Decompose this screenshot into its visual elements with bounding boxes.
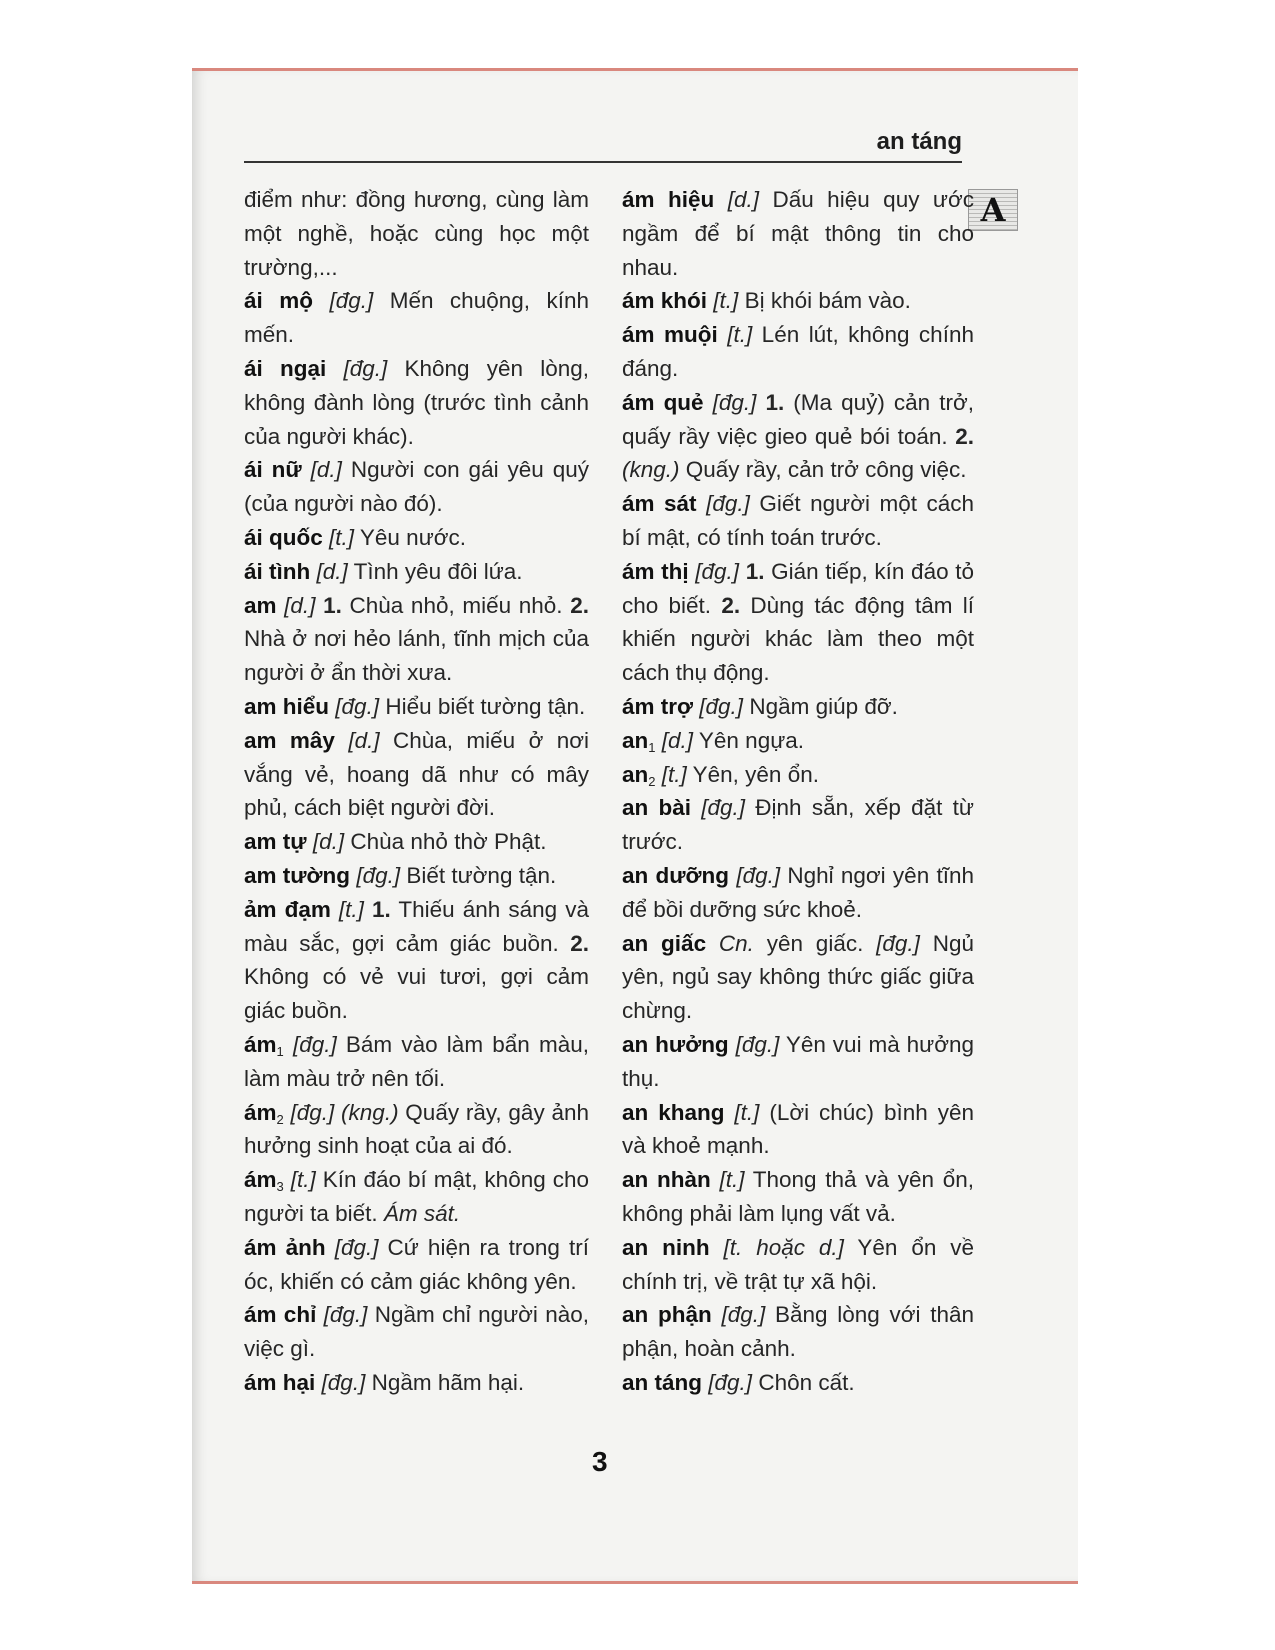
definition-text: Yên ổn về chính trị, về trật tự xã hội. [622,1234,975,1294]
dictionary-entry [244,1298,589,1366]
sense-number: 1. [371,896,391,922]
definition-text: Dùng tác động tâm lí khiến người khác làm theo một cách thụ động. [622,592,974,686]
dictionary-entry [622,1096,974,1164]
dictionary-entry [244,859,589,893]
definition-text: Dấu hiệu quy ước ngầm để bí mật thông tin cho nhau. [622,187,974,280]
definition-text [718,322,727,347]
dictionary-entry [244,825,589,859]
headword: ám [244,1099,277,1125]
grammar-tag: [d.] [727,187,759,212]
dictionary-entry [244,1028,589,1096]
headword: ám hại [244,1369,316,1395]
headword: am mây [244,727,335,753]
dictionary-entry [244,555,589,589]
dictionary-entry [622,183,974,284]
definition-text: Chôn cất. [752,1369,855,1395]
definition-text: Tình yêu đôi lứa. [347,558,523,584]
grammar-tag: [t.] [713,288,739,314]
dictionary-entry [622,555,974,690]
headword: an giấc [622,930,707,956]
headword: an táng [622,1369,703,1395]
dictionary-entry [622,1028,974,1096]
grammar-tag: [đg.] [334,1234,379,1260]
definition-text [714,187,727,212]
definition-text [284,1100,291,1125]
definition-text: Biết tường tận. [400,862,557,888]
headword: ám thị [622,558,689,584]
grammar-tag: [đg.] [706,491,750,517]
definition-text [302,457,311,482]
grammar-tag: [d.] [348,727,380,753]
grammar-tag: [đg.] [335,693,380,719]
right-column [622,183,974,1400]
grammar-tag: (kng.) [622,457,680,483]
definition-text: Định sẵn, xếp đặt từ trước. [622,795,974,855]
grammar-tag: [đg.] [329,288,374,314]
headword: ái tình [244,558,311,584]
grammar-tag: [đg.] [876,930,920,956]
headword: ám [244,1031,277,1057]
dictionary-page [192,68,1078,1584]
dictionary-entry [622,487,974,555]
dictionary-entry [244,1231,589,1299]
dictionary-entry [622,1231,974,1299]
definition-text [706,931,719,956]
dictionary-entry [244,521,589,555]
grammar-tag: [đg.] (kng.) [290,1099,399,1125]
running-head: an táng [876,128,962,155]
definition-text: Nhà ở nơi hẻo lánh, tĩnh mịch của người ở ẩn thời xưa. [244,626,589,686]
grammar-tag: [t.] [290,1167,316,1193]
headword: ám quẻ [622,389,704,415]
definition-text: Yên vui mà hưởng thụ. [622,1031,974,1091]
definition-text: Ngủ yên, ngủ say không thức giấc giữa chừng. [622,930,975,1024]
definition-text [364,897,372,922]
headword: an dưỡng [622,862,730,888]
definition-text: Yên, yên ổn. [686,761,819,787]
sense-number: 2. [570,592,589,618]
headword: ái quốc [244,524,323,550]
dictionary-entry [244,893,589,1028]
sense-number: 1. [765,389,785,415]
definition-text: Cứ hiện ra trong trí óc, khiến có cảm giác không yên. [244,1234,589,1294]
definition-text [313,288,329,313]
definition-text [691,795,701,820]
dictionary-entry [622,284,974,318]
definition-text: Mến chuộng, kính mến. [244,288,589,348]
grammar-tag: [đg.] [736,862,781,888]
dictionary-entry [622,386,974,487]
headword: ám chỉ [244,1302,317,1328]
dictionary-entry [622,1298,974,1366]
headword: an hưởng [622,1031,729,1057]
grammar-tag: [đg.] [343,355,388,381]
dictionary-entry [622,318,974,386]
definition-text [335,728,348,753]
headword: ám trợ [622,693,694,719]
definition-text: Hiểu biết tường tận. [379,693,586,719]
example-text: Cn. [718,930,754,956]
headword: ám muội [622,322,718,348]
dictionary-entry [244,183,589,284]
definition-text: Chùa, miếu ở nơi vắng vẻ, hoang dã như có mây phủ, cách biệt người đời. [244,727,589,821]
definition-text: Yêu nước. [354,524,467,550]
grammar-tag: [đg.] [708,1369,753,1395]
definition-text [331,897,339,922]
grammar-tag: [đg.] [701,795,746,821]
grammar-tag: [t.] [338,896,364,922]
headword: ám sát [622,491,697,517]
dictionary-entry [244,453,589,521]
homonym-index: 2 [648,773,656,789]
sense-number: 1. [323,592,342,618]
definition-text [284,1167,291,1192]
definition-text [712,1302,722,1327]
definition-text: Nghỉ ngơi yên tĩnh để bồi dưỡng sức khoẻ. [622,862,974,922]
grammar-tag: [đg.] [323,1302,368,1328]
definition-text: Chùa nhỏ thờ Phật. [344,829,547,855]
definition-text: Ngầm giúp đỡ. [743,693,898,719]
definition-text: Không yên lòng, không đành lòng (trước tình cảnh của người khác). [244,355,589,449]
headword: am tường [244,862,351,888]
definition-text: Gián tiếp, kín đáo tỏ cho biết. [622,558,974,618]
headword: an khang [622,1099,725,1125]
dictionary-entry [244,1366,589,1400]
homonym-index: 1 [276,1043,284,1059]
grammar-tag: [d.] [661,727,694,753]
definition-text [739,559,746,584]
grammar-tag: [d.] [316,558,348,584]
dictionary-entry [622,690,974,724]
definition-text [315,593,323,618]
definition-text [710,1235,724,1260]
definition-text [316,1302,323,1327]
grammar-tag: [đg.] [721,1302,766,1328]
grammar-tag: [d.] [312,829,345,855]
grammar-tag: [t.] [719,1167,745,1193]
headword: ảm đạm [244,896,331,922]
headword: ám khói [622,288,708,314]
definition-text: Yên ngựa. [693,727,805,753]
dictionary-entry [622,724,974,758]
grammar-tag: [đg.] [292,1031,337,1057]
grammar-tag: [d.] [284,592,316,618]
left-column [244,183,589,1400]
dictionary-entry [244,1163,589,1231]
headword: am tự [244,829,307,855]
grammar-tag: [d.] [310,457,342,483]
grammar-tag: [đg.] [321,1369,366,1395]
grammar-tag: [đg.] [356,862,401,888]
definition-text: Người con gái yêu quý (của người nào đó). [244,457,589,517]
grammar-tag: [t.] [329,524,355,550]
definition-text: Lén lút, không chính đáng. [622,322,974,381]
headword: an [622,727,649,753]
dictionary-entry [622,927,974,1028]
definition-text [326,356,343,381]
definition-text [729,1032,736,1057]
definition-text [326,1235,335,1260]
grammar-tag: [t.] [734,1099,760,1125]
dictionary-entry [244,589,589,690]
headword: an [622,761,649,787]
definition-text: Quấy rầy, cản trở công việc. [679,457,967,483]
headword: an ninh [622,1234,710,1260]
definition-text: Bằng lòng với thân phận, hoàn cảnh. [622,1302,974,1362]
headword: ám hiệu [622,187,715,212]
headword: ái ngại [244,355,327,381]
headword: ái mộ [244,288,313,314]
dictionary-entry [244,284,589,352]
definition-text: Ngầm chỉ người nào, việc gì. [244,1302,589,1362]
header-rule [244,161,962,163]
dictionary-entry [244,352,589,453]
definition-text: Không có vẻ vui tươi, gợi cảm giác buồn. [244,964,589,1024]
grammar-tag: [t.] [661,761,687,787]
headword: ái nữ [244,457,302,483]
sense-number: 2. [570,930,589,956]
definition-text [284,1032,293,1057]
sense-number: 1. [745,558,765,584]
definition-text: Giết người một cách bí mật, có tính toán trước. [622,491,974,550]
definition-text: Kín đáo bí mật, không cho người ta biết. [244,1167,589,1226]
homonym-index: 2 [276,1111,284,1127]
letter-index-tab: A [968,189,1018,231]
grammar-tag: [t. hoặc d.] [723,1234,844,1260]
headword: ám ảnh [244,1234,326,1260]
example-text: Ám sát. [383,1200,461,1226]
headword: am hiểu [244,693,330,719]
definition-text: Ngầm hãm hại. [365,1369,525,1395]
grammar-tag: [đg.] [695,558,740,584]
definition-text: điểm như: đồng hương, cùng làm một nghề, hoặc cùng học một trường,... [244,187,589,280]
page-number: 3 [592,1446,608,1477]
definition-text [704,390,713,415]
definition-text: (Ma quỷ) cản trở, quấy rầy việc gieo quẻ bói toán. [622,389,974,449]
definition-text: Quấy rầy, gây ảnh hưởng sinh hoạt của ai đó. [244,1099,589,1159]
dictionary-entry [622,859,974,927]
sense-number: 2. [721,592,741,618]
dictionary-entry [622,791,974,859]
definition-text: yên giấc. [753,930,877,956]
homonym-index: 1 [648,739,656,755]
headword: am [244,592,277,618]
dictionary-entry [244,690,589,724]
dictionary-entry [622,1366,974,1400]
dictionary-entry [244,724,589,825]
definition-text: Bị khói bám vào. [738,288,911,314]
dictionary-entry [622,1163,974,1231]
definition-text: (Lời chúc) bình yên và khoẻ mạnh. [622,1099,974,1159]
grammar-tag: [t.] [727,322,753,348]
homonym-index: 3 [276,1179,284,1195]
definition-text [697,491,707,516]
headword: an phận [622,1302,712,1328]
headword: an nhàn [622,1167,711,1193]
grammar-tag: [đg.] [699,693,744,719]
headword: ám [244,1167,277,1193]
sense-number: 2. [955,423,974,449]
dictionary-entry [244,1096,589,1164]
definition-text [724,1100,734,1125]
grammar-tag: [đg.] [735,1031,780,1057]
headword: an bài [622,795,692,821]
definition-text: Thiếu ánh sáng và màu sắc, gợi cảm giác buồn. [244,896,589,956]
definition-text: Bám vào làm bẩn màu, làm màu trở nên tối. [244,1031,589,1091]
definition-text: Thong thả và yên ổn, không phải làm lụng vất vả. [622,1167,974,1226]
definition-text: Chùa nhỏ, miếu nhỏ. [341,592,571,618]
dictionary-entry [622,758,974,792]
grammar-tag: [đg.] [712,389,757,415]
